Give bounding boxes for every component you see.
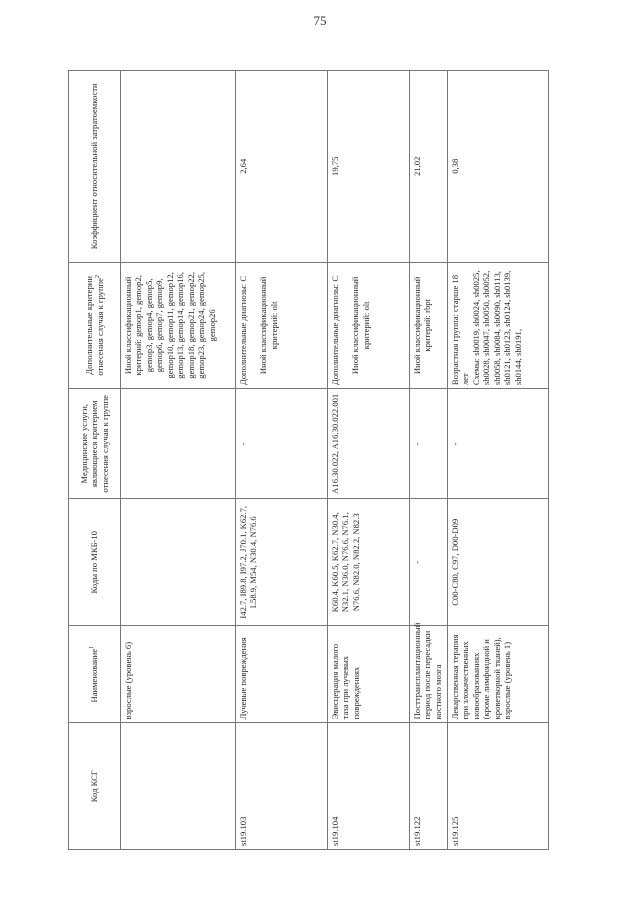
cell-name: Эвисцерация малого таза при лучевых повреждениях [328,626,410,723]
cell-coef: 21,02 [410,71,448,263]
ksg-table [68,70,549,850]
cell-icd: I42.7, I89.8, I97.2, J70.1, K62.7, L58.9, M54, N30.4, N76.6 [236,499,328,626]
cell-code: st19.103 [236,723,328,850]
cell-coef: 2,64 [236,71,328,263]
table-row [236,71,328,850]
cell-extra: Иной классификационный критерий: rbpt [410,262,448,389]
cell-services: - [410,389,448,499]
table-header-row [69,71,121,850]
cell-coef [121,71,236,263]
cell-icd: - [410,499,448,626]
rotated-table-container [68,70,548,850]
page-number: 75 [313,13,327,28]
cell-icd: C00-C80, C97, D00-D09 [448,499,549,626]
cell-services: A16.30.022, A16.30.022.001 [328,389,410,499]
table-row [328,71,410,850]
header-code: Код КСГ [69,723,121,850]
cell-icd: K60.4, K60.5, K62.7, N30.4, N32.1, N36.0, N76.6, N76.1, N76.6, N82.0, N82.2, N82.3 [328,499,410,626]
cell-code: st19.122 [410,723,448,850]
table-row [410,71,448,850]
cell-services: - [448,389,549,499]
table-row [121,71,236,850]
cell-extra: Дополнительные диагнозы: С Иной классификационный критерий: olt [236,262,328,389]
cell-name: Лекарственная терапия при злокачественных новообразованиях (кроме лимфоидной и кроветворной тканей), взрослые (уровень 1) [448,626,549,723]
header-services: Медицинские услуги, являющиеся критерием отнесения случая к группе [69,389,121,499]
cell-services: - [236,389,328,499]
cell-code: st19.104 [328,723,410,850]
cell-extra: Иной классификационный критерий: gemop1, gemop2, gemop3, gemop4, gemop5, gemop6, gemop7, gemop9, gemop10, gemop11, gemop12, gemop13, gemop14, gemop16, gemop18, gemop21, gemop22, gemop23, gemop24, gemop25, gemop26 [121,262,236,389]
header-coef: Коэффициент относительной затратоемкости [69,71,121,263]
cell-extra: Дополнительные диагнозы: С Иной классификационный критерий: olt [328,262,410,389]
cell-code [121,723,236,850]
cell-name: Посттрансплантационный период после пересадки костного мозга [410,626,448,723]
cell-services [121,389,236,499]
header-name: Наименование$^1$ [69,626,121,723]
cell-name: Лучевые повреждения [236,626,328,723]
cell-coef: 19,75 [328,71,410,263]
header-extra: Дополнительные критерии отнесения случая к группе$^2$ [69,262,121,389]
cell-name: взрослые (уровень 6) [121,626,236,723]
cell-icd [121,499,236,626]
header-icd: Коды по МКБ-10 [69,499,121,626]
cell-extra: Возрастная группа: старше 18 лет Схемы: sh0019, sh0024, sh0025, sh0028, sh0047, sh0050, sh0052, sh0058, sh0084, sh0090, sh0113, sh0121, sh0123, sh0124, sh0139, sh0144, sh0191, [448,262,549,389]
cell-coef: 0,38 [448,71,549,263]
cell-code: st19.125 [448,723,549,850]
table-row [448,71,549,850]
